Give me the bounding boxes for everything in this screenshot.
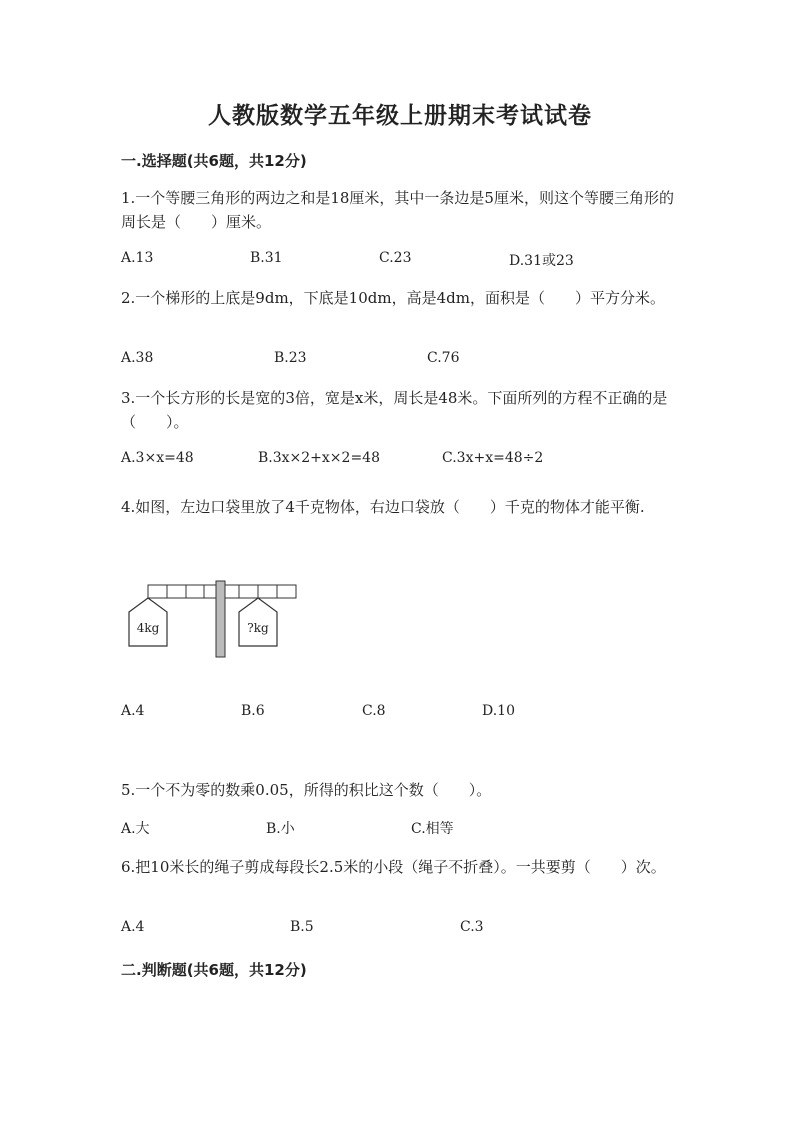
balance-post <box>216 581 225 657</box>
q4-option-b[interactable]: B.6 <box>241 703 265 719</box>
q4-option-d[interactable]: D.10 <box>482 703 515 719</box>
q5-option-a[interactable]: A.大 <box>121 821 150 837</box>
q6-option-c[interactable]: C.3 <box>460 919 484 935</box>
right-bag-label: ?kg <box>247 621 269 635</box>
q6-option-b[interactable]: B.5 <box>290 919 314 935</box>
q2-option-a[interactable]: A.38 <box>121 350 154 366</box>
q5-option-c[interactable]: C.相等 <box>411 821 454 837</box>
page-title: 人教版数学五年级上册期末考试试卷 <box>208 103 592 129</box>
question-2: 2.一个梯形的上底是9dm，下底是10dm，高是4dm，面积是（ ）平方分米。 <box>121 289 665 307</box>
section-heading-choice: 一.选择题(共6题，共12分) <box>121 152 307 170</box>
q4-option-c[interactable]: C.8 <box>362 703 386 719</box>
question-6: 6.把10米长的绳子剪成每段长2.5米的小段（绳子不折叠）。一共要剪（ ）次。 <box>121 858 666 876</box>
question-1: 1.一个等腰三角形的两边之和是18厘米，其中一条边是5厘米，则这个等腰三角形的周长是（ ）厘米。 <box>121 189 674 231</box>
q6-option-a[interactable]: A.4 <box>121 919 145 935</box>
q3-option-b[interactable]: B.3x×2+x×2=48 <box>258 450 380 466</box>
q1-option-d[interactable]: D.31或23 <box>509 253 574 269</box>
q5-option-b[interactable]: B.小 <box>266 821 295 837</box>
q1-option-b[interactable]: B.31 <box>250 250 283 266</box>
q1-option-c[interactable]: C.23 <box>379 250 412 266</box>
question-4: 4.如图，左边口袋里放了4千克物体，右边口袋放（ ）千克的物体才能平衡. <box>121 498 645 516</box>
section-heading-judgment: 二.判断题(共6题，共12分) <box>121 961 307 979</box>
q1-option-a[interactable]: A.13 <box>121 250 154 266</box>
q2-option-c[interactable]: C.76 <box>427 350 460 366</box>
q3-option-a[interactable]: A.3×x=48 <box>121 450 194 466</box>
question-3: 3.一个长方形的长是宽的3倍，宽是x米，周长是48米。下面所列的方程不正确的是（ ）。 <box>121 389 668 431</box>
left-bag-label: 4kg <box>136 621 160 635</box>
balance-figure <box>125 578 300 660</box>
q4-option-a[interactable]: A.4 <box>121 703 145 719</box>
question-5: 5.一个不为零的数乘0.05，所得的积比这个数（ ）。 <box>121 781 492 799</box>
q3-option-c[interactable]: C.3x+x=48÷2 <box>442 450 544 466</box>
q2-option-b[interactable]: B.23 <box>274 350 307 366</box>
